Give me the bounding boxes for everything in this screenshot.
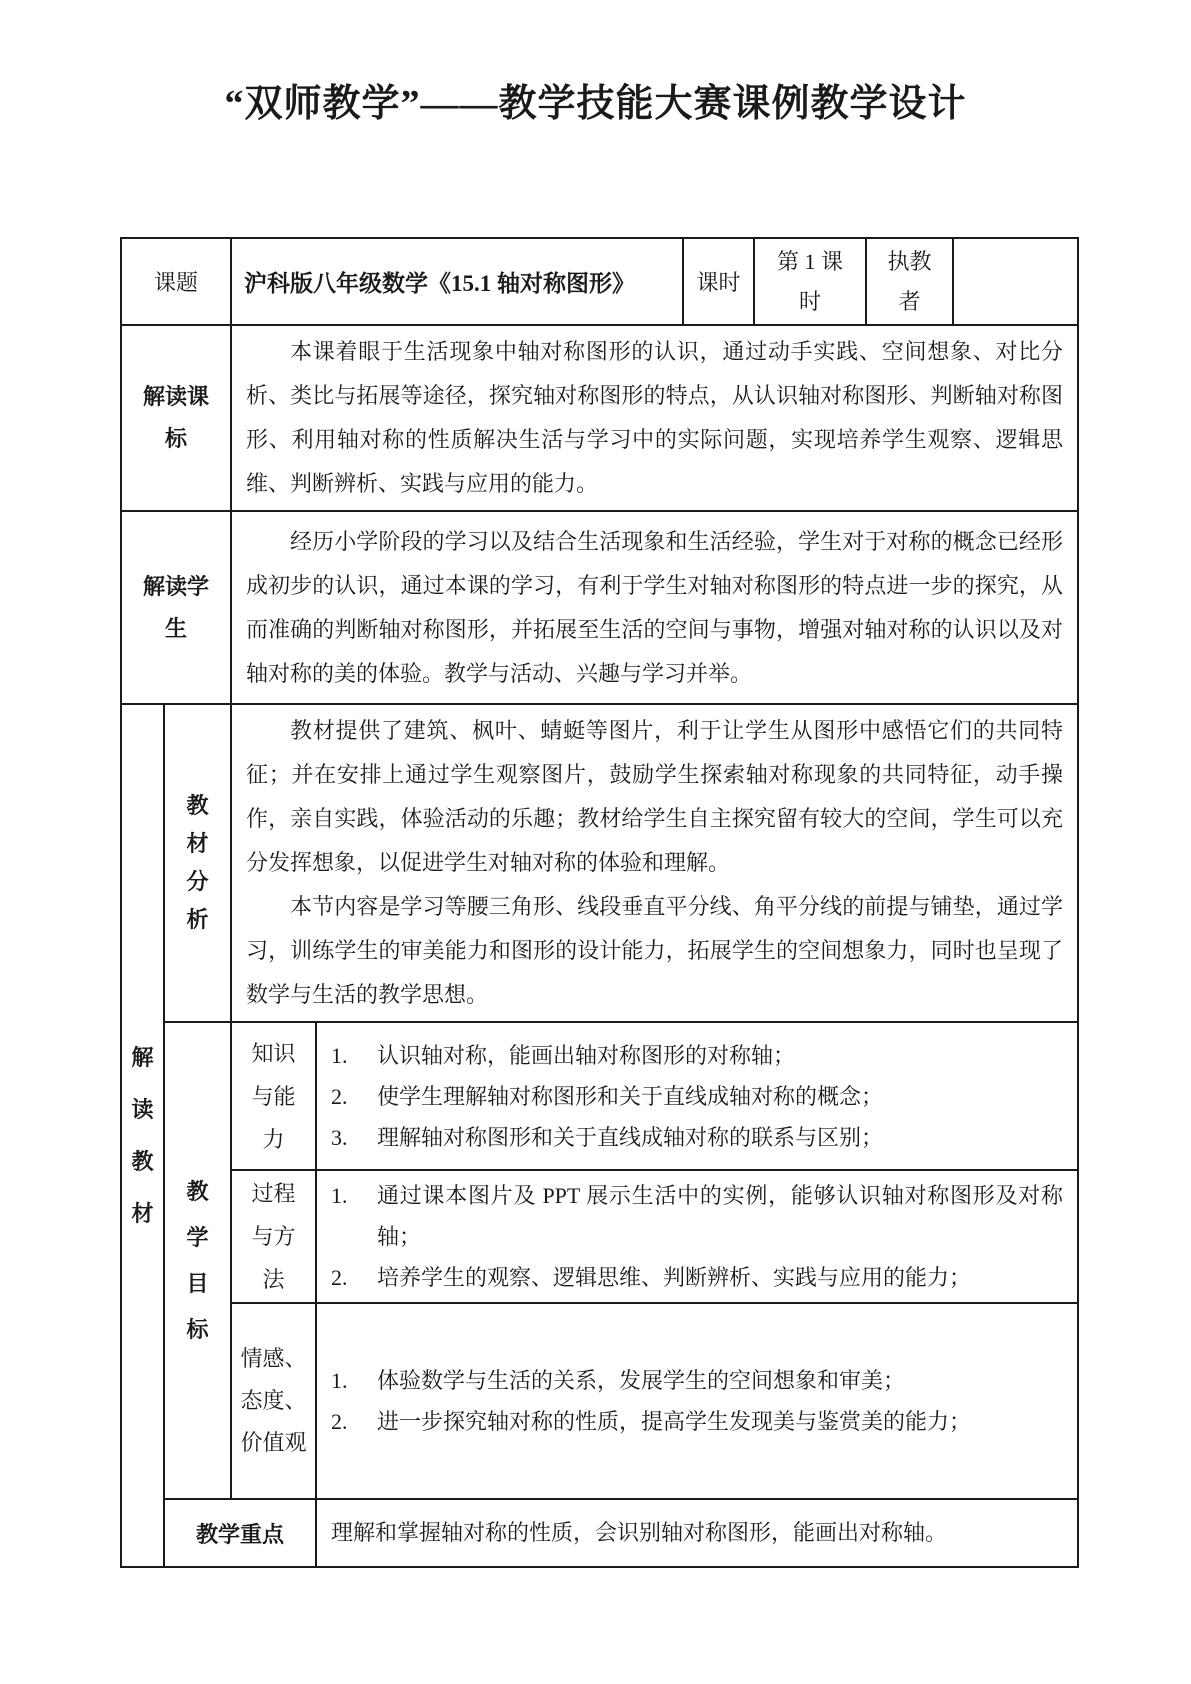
student-row: [121, 511, 1078, 704]
student-label-text: 解读学生: [142, 573, 209, 641]
standard-text-cell: [231, 325, 1078, 511]
emotion-item-1: [331, 1360, 1063, 1401]
teacher-label-text: 执教者: [887, 248, 932, 314]
process-label-cell: [231, 1170, 316, 1303]
item-text: 体验数学与生活的关系，发展学生的空间想象和审美；: [377, 1368, 906, 1393]
key-point-row: [121, 1499, 1078, 1567]
student-paragraph: 经历小学阶段的学习以及结合生活现象和生活经验，学生对于对称的概念已经形成初步的认识，通过本课的学习，有利于学生对轴对称图形的特点进一步的探究，从而准确的判断轴对称图形，并拓展至生活的空间与事物，增强对轴对称的认识以及对轴对称的美的体验。教学与活动、兴趣与学习并举。: [246, 528, 1064, 686]
emotion-label-cell: [231, 1303, 316, 1499]
item-text: 理解轴对称图形和关于直线成轴对称的联系与区别；: [377, 1124, 884, 1150]
header-row: [121, 238, 1078, 325]
process-item-1: [331, 1175, 1063, 1257]
material-analysis-paragraph-2: 本节内容是学习等腰三角形、线段垂直平分线、角平分线的前提与铺垫，通过学习，训练学生的审美能力和图形的设计能力，拓展学生的空间想象力，同时也呈现了数学与生活的教学思想。: [246, 894, 1064, 1007]
emotion-items-cell: [316, 1303, 1078, 1499]
item-text: 认识轴对称，能画出轴对称图形的对称轴；: [377, 1042, 796, 1068]
item-text: 进一步探究轴对称的性质，提高学生发现美与鉴赏美的能力；: [377, 1409, 972, 1434]
knowledge-item-2: [331, 1076, 1063, 1117]
item-number: 1.: [331, 1183, 348, 1208]
student-text-cell: [231, 511, 1078, 704]
item-text: 使学生理解轴对称图形和关于直线成轴对称的概念；: [377, 1083, 884, 1109]
item-number: 2.: [331, 1265, 348, 1290]
teacher-value-cell: [953, 238, 1078, 325]
lesson-design-table: [120, 237, 1079, 1568]
standard-paragraph: 本课着眼于生活现象中轴对称图形的认识，通过动手实践、空间想象、对比分析、类比与拓展等途径，探究轴对称图形的特点，从认识轴对称图形、判断轴对称图形、利用轴对称的性质解决生活与学习中的实际问题，实现培养学生观察、逻辑思维、判断辨析、实践与应用的能力。: [246, 339, 1064, 496]
item-number: 2.: [331, 1083, 348, 1109]
item-text: 培养学生的观察、逻辑思维、判断辨析、实践与应用的能力；: [377, 1265, 972, 1290]
item-number: 3.: [331, 1124, 348, 1150]
key-point-text-cell: [316, 1499, 1078, 1567]
period-value-cell: [754, 238, 866, 325]
emotion-item-2: [331, 1401, 1063, 1442]
process-items-cell: [316, 1170, 1078, 1303]
knowledge-label-text: 知识与能力: [251, 1040, 296, 1152]
material-analysis-paragraph-1: 教材提供了建筑、枫叶、蜻蜓等图片，利于让学生从图形中感悟它们的共同特征；并在安排上通过学生观察图片，鼓励学生探索轴对称现象的共同特征，动手操作，亲自实践，体验活动的乐趣；教材给学生自主探究留有较大的空间，学生可以充分发挥想象，以促进学生对轴对称的体验和理解。: [246, 718, 1064, 875]
material-side-label-text: 解读教材: [131, 1044, 154, 1226]
process-item-2: [331, 1257, 1063, 1298]
material-analysis-label-text: 教材分析: [186, 793, 209, 932]
knowledge-item-3: [331, 1117, 1063, 1158]
item-text: 通过课本图片及 PPT 展示生活中的实例，能够认识轴对称图形及对称轴；: [377, 1183, 1064, 1249]
teacher-label-cell: [866, 238, 953, 325]
goals-label-text: 教学目标: [186, 1178, 209, 1342]
material-analysis-row: [121, 704, 1078, 1022]
emotion-goal-row: [121, 1303, 1078, 1499]
item-number: 1.: [331, 1368, 348, 1393]
knowledge-goal-row: [121, 1022, 1078, 1170]
standard-label-text: 解读课标: [142, 384, 209, 451]
period-value-text: 第 1 课时: [777, 248, 844, 314]
period-label-cell: 课时: [683, 238, 754, 325]
key-point-text: 理解和掌握轴对称的性质，会识别轴对称图形，能画出对称轴。: [331, 1520, 948, 1545]
topic-label-cell: 课题: [121, 238, 231, 325]
knowledge-item-1: [331, 1035, 1063, 1076]
topic-value-cell: 沪科版八年级数学《15.1 轴对称图形》: [231, 238, 683, 325]
material-analysis-text-cell: [231, 704, 1078, 1022]
material-analysis-label-cell: [164, 704, 231, 1022]
item-number: 1.: [331, 1042, 348, 1068]
process-label-text: 过程与方法: [251, 1181, 296, 1292]
goals-label-cell: [164, 1022, 231, 1499]
knowledge-items-cell: [316, 1022, 1078, 1170]
material-side-label-cell: [121, 704, 164, 1567]
document-title: “双师教学”——教学技能大赛课例教学设计: [224, 83, 967, 125]
key-point-label-cell: 教学重点: [164, 1499, 316, 1567]
process-goal-row: [121, 1170, 1078, 1303]
standard-label-cell: [121, 325, 231, 511]
item-number: 2.: [331, 1409, 348, 1434]
standard-row: [121, 325, 1078, 511]
knowledge-label-cell: [231, 1022, 316, 1170]
student-label-cell: [121, 511, 231, 704]
emotion-label-text: 情感、态度、价值观: [240, 1346, 307, 1455]
